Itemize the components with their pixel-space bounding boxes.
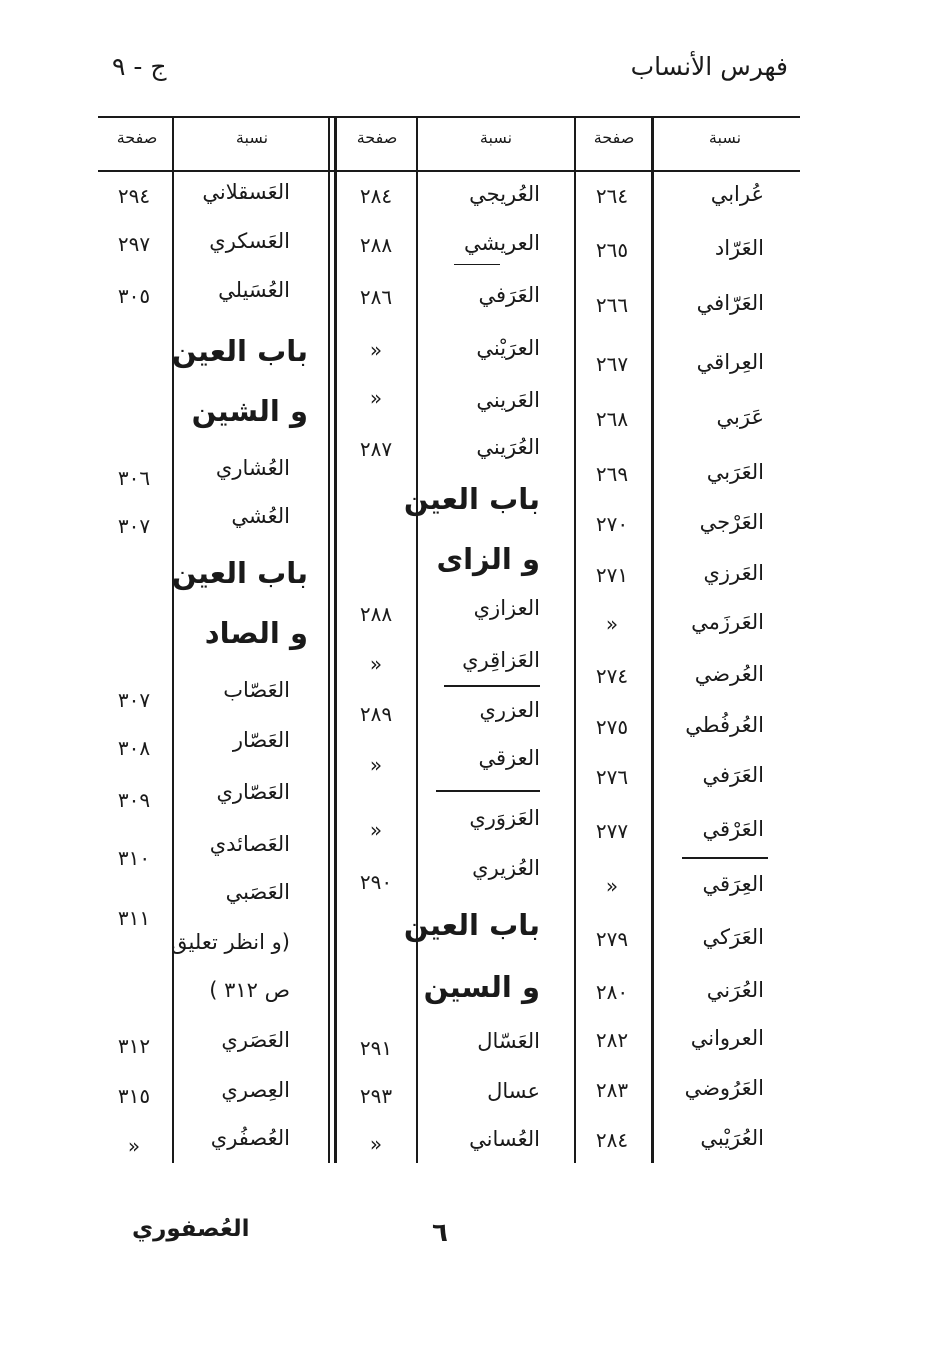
col3-name: العَسقلاني <box>202 180 290 204</box>
col2-page: » <box>369 1132 383 1156</box>
col1-page: ٢٧٤ <box>595 664 629 688</box>
col1-page: ٢٦٤ <box>595 184 629 208</box>
col3-page-header: صفحة <box>116 128 158 147</box>
col2-underline-a <box>444 685 540 687</box>
col1-name: العُرضي <box>694 662 764 686</box>
col1-page: ٢٧٦ <box>595 765 629 789</box>
divider-col1-page <box>574 118 576 1163</box>
col2-section-heading: باب العين <box>403 908 540 942</box>
divider-col3 <box>328 118 330 1163</box>
col1-page: » <box>605 612 619 636</box>
volume-label: ج - ٩ <box>112 52 167 81</box>
col2-page: ٢٨٧ <box>359 437 393 461</box>
col1-page: ٢٦٧ <box>595 352 629 376</box>
col3-name: العَصَبي <box>225 880 290 904</box>
col1-name: العُرَيْبي <box>700 1126 764 1150</box>
col1-page: ٢٨٤ <box>595 1128 629 1152</box>
col1-name: العُرَني <box>706 978 764 1002</box>
col1-name: العِرَقي <box>702 872 764 896</box>
col3-page: ٣٠٥ <box>117 284 151 308</box>
col1-page-header: صفحة <box>593 128 635 147</box>
col1-page: ٢٦٥ <box>595 238 629 262</box>
col1-name: العَرَفي <box>702 763 764 787</box>
col3-page: ٣١٥ <box>117 1084 151 1108</box>
col3-page: ٣١٢ <box>117 1034 151 1058</box>
col3-page: ٢٩٤ <box>117 184 151 208</box>
col3-section-heading: و الصاد <box>204 616 308 650</box>
col2-page: » <box>369 652 383 676</box>
col3-page: » <box>127 1134 141 1158</box>
col3-name: العُشي <box>231 504 290 528</box>
col2-name: عسال <box>487 1079 540 1103</box>
col3-name-header: نسبة <box>235 128 269 147</box>
col3-page: ٣٠٦ <box>117 466 151 490</box>
col2-name: العَريني <box>476 388 540 412</box>
col1-name: العَرّافي <box>696 291 764 315</box>
col3-name: العَصّاب <box>223 678 290 702</box>
page-title: فهرس الأنساب <box>630 52 788 81</box>
col2-page: ٢٨٨ <box>359 233 393 257</box>
col3-page: ٣٠٩ <box>117 788 151 812</box>
divider-col3-page <box>172 118 174 1163</box>
col2-name: العزقي <box>478 746 540 770</box>
divider-col2-page <box>334 118 337 1163</box>
col1-name: العَرّاد <box>714 236 764 260</box>
col2-name: العزري <box>479 698 540 722</box>
col3-page: ٣١٠ <box>117 846 151 870</box>
col1-name: العَرْجي <box>699 510 764 534</box>
col3-page: ٣٠٧ <box>117 688 151 712</box>
col2-name: العرَيْني <box>476 336 540 360</box>
col1-page: ٢٧٧ <box>595 819 629 843</box>
col2-name: العَزاقِري <box>462 648 540 672</box>
col2-page: ٢٩١ <box>359 1036 393 1060</box>
col3-name: ص ٣١٢ ) <box>209 978 290 1002</box>
col1-name: العَرَبي <box>706 460 764 484</box>
col2-page: » <box>369 818 383 842</box>
col3-page: ٣١١ <box>117 906 151 930</box>
col3-name: العُشاري <box>215 456 290 480</box>
col3-name: العَصَري <box>221 1028 290 1052</box>
col2-page: ٢٩٣ <box>359 1084 393 1108</box>
col3-section-heading: و الشين <box>191 394 308 428</box>
col2-name: العُساني <box>469 1127 540 1151</box>
col2-name: العَرَفي <box>478 283 540 307</box>
col2-section-heading: و الزاى <box>436 542 540 576</box>
col2-page: » <box>369 753 383 777</box>
col2-underline-c <box>454 264 500 265</box>
col1-page: ٢٧٥ <box>595 715 629 739</box>
col2-page: ٢٨٦ <box>359 285 393 309</box>
col3-name: العِصري <box>221 1078 290 1102</box>
col2-name-header: نسبة <box>479 128 513 147</box>
col1-page: ٢٧٠ <box>595 512 629 536</box>
col2-name: العزازي <box>473 596 540 620</box>
col2-page: ٢٨٤ <box>359 184 393 208</box>
col1-page: » <box>605 874 619 898</box>
col2-section-heading: و السين <box>423 970 540 1004</box>
col3-name: العَصائدي <box>209 832 290 856</box>
col1-name: العرواني <box>690 1026 764 1050</box>
col2-name: العُزيري <box>472 856 540 880</box>
col3-section-heading: باب العين <box>171 556 308 590</box>
col3-name: العَصّاري <box>216 780 290 804</box>
col1-name: العَرزي <box>703 561 764 585</box>
col2-name: العَسّال <box>477 1029 540 1053</box>
col2-name: العُرَيني <box>476 435 540 459</box>
col1-name: عَرَبي <box>716 405 764 429</box>
col1-page: ٢٦٩ <box>595 462 629 486</box>
col2-name: العَزوَري <box>469 806 540 830</box>
col3-page: ٣٠٨ <box>117 736 151 760</box>
col3-section-heading: باب العين <box>171 334 308 368</box>
col1-page: ٢٨٢ <box>595 1028 629 1052</box>
col1-page: ٢٨٠ <box>595 980 629 1004</box>
col3-page: ٣٠٧ <box>117 514 151 538</box>
col2-underline-b <box>436 790 540 792</box>
col2-name: العُريجي <box>469 182 540 206</box>
col2-page: ٢٩٠ <box>359 870 393 894</box>
divider-col2 <box>416 118 418 1163</box>
col2-page: » <box>369 338 383 362</box>
col1-name: العَرَكي <box>702 925 764 949</box>
divider-col1 <box>651 118 654 1163</box>
col2-page: » <box>369 386 383 410</box>
col1-name: عُرابي <box>710 182 764 206</box>
col1-underline <box>682 857 768 859</box>
col3-page: ٢٩٧ <box>117 232 151 256</box>
col2-section-heading: باب العين <box>403 482 540 516</box>
col3-name: العُسَيلي <box>218 278 290 302</box>
header-rule <box>98 170 800 172</box>
col1-page: ٢٧١ <box>595 563 629 587</box>
col1-page: ٢٧٩ <box>595 927 629 951</box>
col1-name-header: نسبة <box>708 128 742 147</box>
col1-name: العُرفُطي <box>685 713 764 737</box>
col3-name: العَصّار <box>232 728 290 752</box>
col1-page: ٢٨٣ <box>595 1078 629 1102</box>
page-number: ٦ <box>432 1218 448 1248</box>
col1-name: العَرْقي <box>702 817 764 841</box>
col3-name: (و انظر تعليق <box>171 930 290 954</box>
col1-name: العَرُوضي <box>684 1076 764 1100</box>
col3-name: العَسكري <box>209 229 290 253</box>
col1-page: ٢٦٨ <box>595 407 629 431</box>
col2-page: ٢٨٩ <box>359 702 393 726</box>
col1-name: العَرزَمي <box>691 610 764 634</box>
top-rule <box>98 116 800 118</box>
col3-name: العُصفُري <box>210 1126 290 1150</box>
col2-page-header: صفحة <box>356 128 398 147</box>
catchword: العُصفوري <box>132 1216 250 1242</box>
col2-name: العريشي <box>463 231 540 255</box>
col2-page: ٢٨٨ <box>359 602 393 626</box>
col1-name: العِراقي <box>696 350 764 374</box>
col1-page: ٢٦٦ <box>595 293 629 317</box>
